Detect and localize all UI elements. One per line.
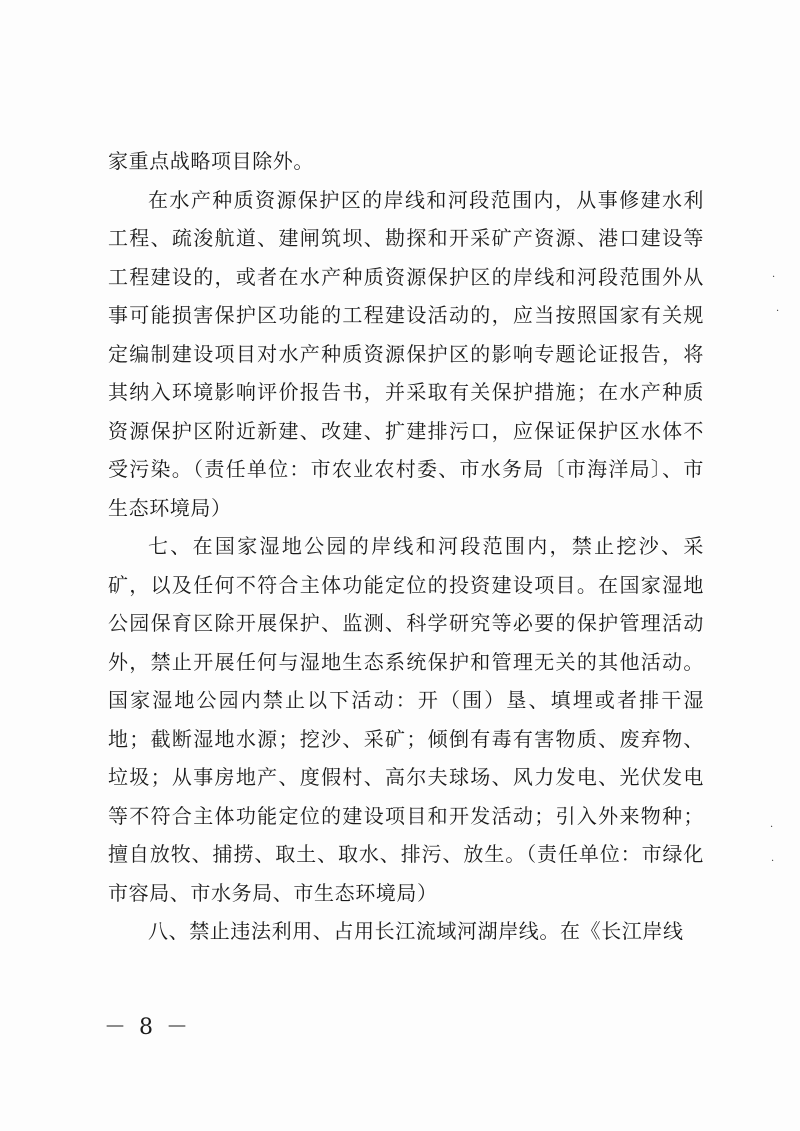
document-body [108, 142, 704, 951]
scan-artifact-mark: · [770, 822, 774, 833]
scan-artifact-mark: · [772, 272, 776, 283]
scan-artifact-mark: · [771, 856, 775, 867]
paragraph-item-eight-shoreline: 八、禁止违法利用、占用长江流域河湖岸线。在《长江岸线 [148, 919, 684, 943]
paragraph-item-seven-wetland-park: 七、在国家湿地公园的岸线和河段范围内，禁止挖沙、采矿，以及任何不符合主体功能定位的投资建设项目。在国家湿地公园保育区除开展保护、监测、科学研究等必要的保护管理活动外，禁止开展任何与湿地生态系统保护和管理无关的其他活动。国家湿地公园内禁止以下活动：开（围）垦、填埋或者排干湿地；截断湿地水源；挖沙、采矿；倾倒有毒有害物质、废弃物、垃圾；从事房地产、度假村、高尔夫球场、风力发电、光伏发电等不符合主体功能定位的建设项目和开发活动；引入外来物种；擅自放牧、捕捞、取土、取水、排污、放生。（责任单位：市绿化市容局、市水务局、市生态环境局） [108, 534, 704, 905]
paragraph-continuation: 家重点战略项目除外。 [108, 149, 314, 173]
page-number: － 8 － [104, 1015, 191, 1040]
scan-artifact-mark: · [776, 306, 780, 317]
paragraph-aquatic-germplasm: 在水产种质资源保护区的岸线和河段范围内，从事修建水利工程、疏浚航道、建闸筑坝、勘探和开采矿产资源、港口建设等工程建设的，或者在水产种质资源保护区的岸线和河段范围外从事可能损害保护区功能的工程建设活动的，应当按照国家有关规定编制建设项目对水产种质资源保护区的影响专题论证报告，将其纳入环境影响评价报告书，并采取有关保护措施；在水产种质资源保护区附近新建、改建、扩建排污口，应保证保护区水体不受污染。（责任单位：市农业农村委、市水务局〔市海洋局〕、市生态环境局） [108, 187, 704, 520]
